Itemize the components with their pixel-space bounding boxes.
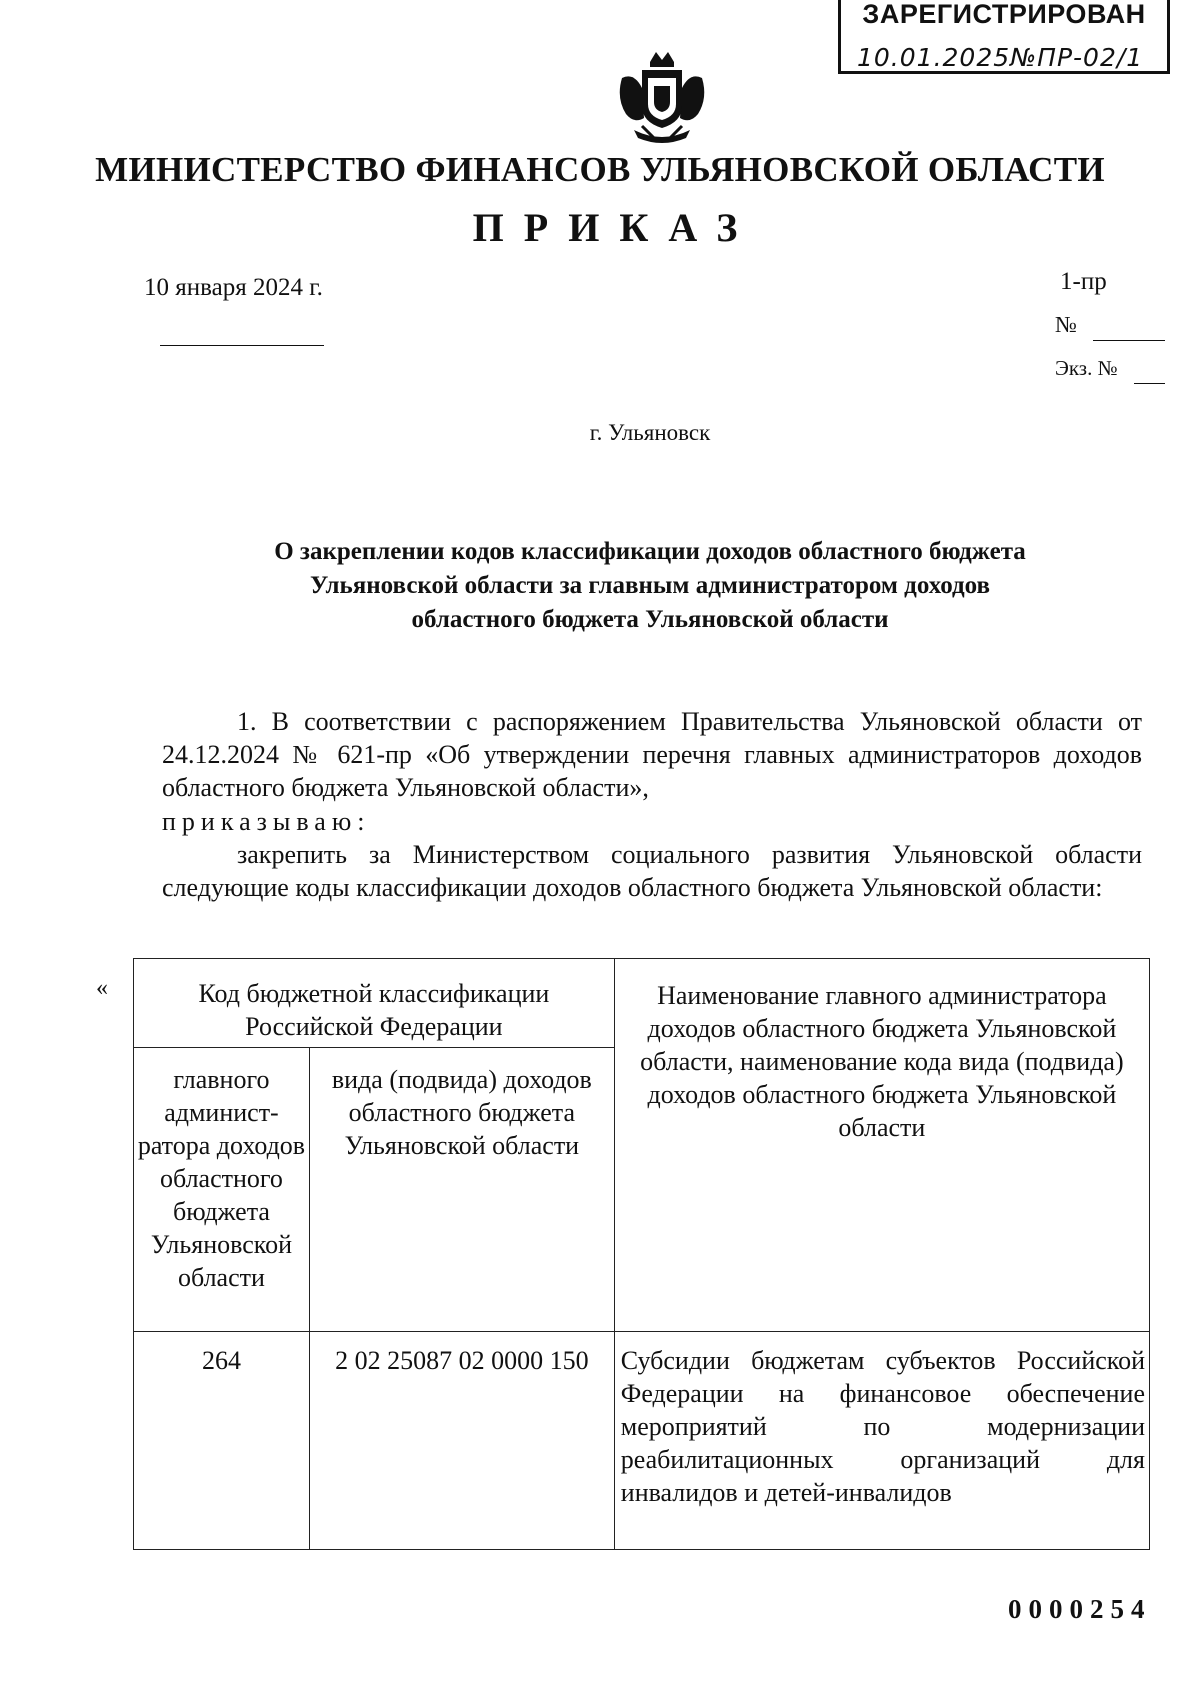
copy-number-underline	[1134, 383, 1165, 384]
order-word: приказываю:	[162, 807, 371, 836]
document-number: 1-пр	[1060, 268, 1107, 295]
header-name: Наименование главного администратора доходов областного бюджета Ульяновской области, наименование кода вида (подвида) доходов областного бюджета Ульяновской области	[614, 959, 1149, 1332]
paragraph-text: 1. В соответствии с распоряжением Правительства Ульяновской области от 24.12.2024 № 621-пр «Об утверждении перечня главных администраторов доходов областного бюджета Ульяновской области»,	[162, 707, 1142, 802]
open-quote: «	[96, 975, 108, 1001]
cell-income-code: 2 02 25087 02 0000 150	[309, 1332, 614, 1550]
date-underline	[160, 345, 324, 346]
title-line: О закреплении кодов классификации доходов областного бюджета	[274, 538, 1026, 565]
title-line: областного бюджета Ульяновской области	[411, 606, 889, 633]
title-line: Ульяновской области за главным администратором доходов	[309, 572, 991, 599]
document-date: 10 января 2024 г.	[144, 274, 323, 301]
copy-number-label: Экз. №	[1055, 356, 1118, 380]
cell-income-name: Субсидии бюджетам субъектов Российской Федерации на финансовое обеспечение мероприятий по модернизации реабилитационных организаций для инвалидов и детей-инвалидов	[614, 1332, 1149, 1550]
page-code: 0000254	[1008, 1594, 1152, 1624]
paragraph-2	[162, 838, 1142, 904]
number-underline	[1093, 340, 1165, 341]
stamp-registration-number: 10.01.2025№ПР-02/1	[857, 43, 1144, 72]
subheader-admin: главного админист-ратора доходов областного бюджета Ульяновской области	[134, 1048, 310, 1332]
paragraph-text: закрепить за Министерством социального развития Ульяновской области следующие коды классификации доходов областного бюджета Ульяновской области:	[162, 840, 1142, 902]
header-code: Код бюджетной классификации Российской Федерации	[134, 959, 615, 1048]
document-title	[150, 535, 1150, 637]
document-type: ПРИКАЗ	[472, 205, 758, 250]
ministry-name: МИНИСТЕРСТВО ФИНАНСОВ УЛЬЯНОВСКОЙ ОБЛАСТИ	[95, 150, 1105, 189]
paragraph-order	[162, 805, 1142, 838]
registration-stamp	[838, 0, 1170, 74]
table-row	[134, 1332, 1150, 1550]
stamp-title: ЗАРЕГИСТРИРОВАН	[862, 0, 1146, 29]
number-label: №	[1055, 312, 1077, 337]
income-codes-table	[133, 958, 1150, 1550]
cell-admin-code: 264	[134, 1332, 310, 1550]
coat-of-arms-icon	[612, 48, 712, 148]
city: г. Ульяновск	[589, 420, 711, 445]
paragraph-1	[162, 705, 1142, 804]
subheader-income-type: вида (подвида) доходов областного бюджета Ульяновской области	[309, 1048, 614, 1332]
